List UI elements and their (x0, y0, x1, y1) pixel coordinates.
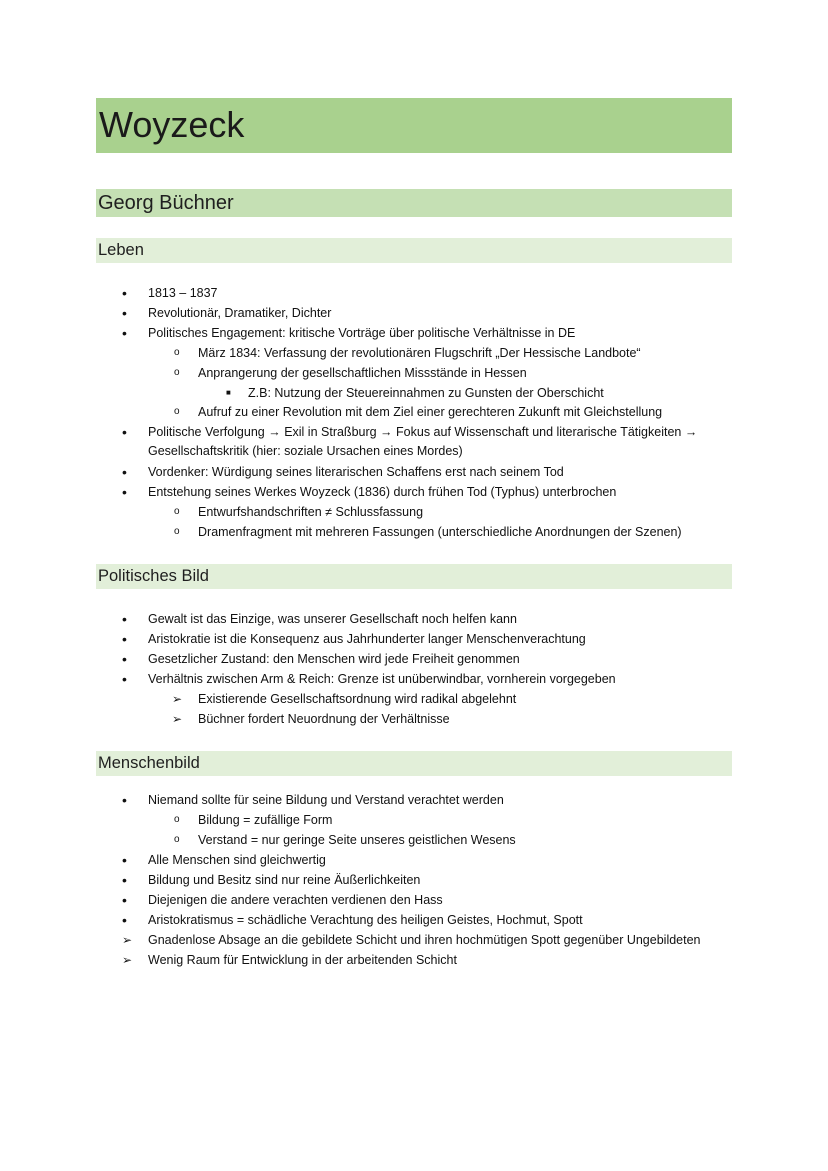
bullet-dot-icon: • (122, 912, 127, 928)
bullet-arrow-icon: ➢ (172, 712, 183, 726)
author-heading: Georg Büchner (98, 192, 234, 214)
bullet-arrow-icon: ➢ (172, 692, 183, 706)
list-item: Revolutionär, Dramatiker, Dichter (148, 306, 332, 320)
bullet-dot-icon: • (122, 484, 127, 500)
bullet-circle-icon: o (174, 506, 180, 517)
bullet-dot-icon: • (122, 285, 127, 301)
list-item: Wenig Raum für Entwicklung in der arbeitenden Schicht (148, 953, 457, 967)
bullet-circle-icon: o (174, 526, 180, 537)
bullet-arrow-icon: ➢ (122, 933, 133, 947)
document-title: Woyzeck (99, 104, 245, 145)
bullet-dot-icon: • (122, 631, 127, 647)
list-item: Politische Verfolgung → Exil in Straßburg → Fokus auf Wissenschaft und literarische Tätigkeiten → (148, 425, 698, 439)
list-item: Bildung = zufällige Form (198, 813, 333, 827)
list-item: Bildung und Besitz sind nur reine Äußerlichkeiten (148, 873, 421, 887)
list-item: Gnadenlose Absage an die gebildete Schicht und ihren hochmütigen Spott gegenüber Ungebildeten (148, 933, 701, 947)
list-item: Diejenigen die andere verachten verdienen den Hass (148, 893, 443, 907)
section-heading-leben (96, 238, 732, 263)
document-title-bar (96, 98, 732, 153)
list-item: Dramenfragment mit mehreren Fassungen (unterschiedliche Anordnungen der Szenen) (198, 525, 682, 539)
list-item: Verstand = nur geringe Seite unseres geistlichen Wesens (198, 833, 516, 847)
list-item: Z.B: Nutzung der Steuereinnahmen zu Gunsten der Oberschicht (248, 386, 604, 400)
list-item: Aufruf zu einer Revolution mit dem Ziel einer gerechteren Zukunft mit Gleichstellung (198, 405, 663, 419)
bullet-circle-icon: o (174, 347, 180, 358)
bullet-dot-icon: • (122, 651, 127, 667)
bullet-dot-icon: • (122, 892, 127, 908)
author-heading-bar (96, 189, 732, 217)
bullet-circle-icon: o (174, 406, 180, 417)
list-item-continuation: Gesellschaftskritik (hier: soziale Ursachen eines Mordes) (148, 444, 463, 458)
list-item: Existierende Gesellschaftsordnung wird radikal abgelehnt (198, 692, 517, 706)
section-title: Leben (98, 241, 144, 259)
list-item: Verhältnis zwischen Arm & Reich: Grenze ist unüberwindbar, vornherein vorgegeben (148, 672, 616, 686)
bullet-dot-icon: • (122, 872, 127, 888)
list-item: Niemand sollte für seine Bildung und Verstand verachtet werden (148, 793, 504, 807)
bullet-dot-icon: • (122, 424, 127, 440)
bullet-dot-icon: • (122, 611, 127, 627)
bullet-dot-icon: • (122, 671, 127, 687)
list-item: Politisches Engagement: kritische Vorträge über politische Verhältnisse in DE (148, 326, 576, 340)
bullet-dot-icon: • (122, 792, 127, 808)
list-item: März 1834: Verfassung der revolutionären Flugschrift „Der Hessische Landbote“ (198, 346, 641, 360)
section-heading-menschenbild (96, 751, 732, 776)
list-item: Alle Menschen sind gleichwertig (148, 853, 326, 867)
bullet-dot-icon: • (122, 852, 127, 868)
section-title: Politisches Bild (98, 567, 209, 585)
bullet-circle-icon: o (174, 814, 180, 825)
section-title: Menschenbild (98, 754, 200, 772)
bullet-dot-icon: • (122, 305, 127, 321)
list-item: Büchner fordert Neuordnung der Verhältnisse (198, 712, 450, 726)
bullet-square-icon: ■ (226, 388, 231, 397)
list-item: Vordenker: Würdigung seines literarischen Schaffens erst nach seinem Tod (148, 465, 564, 479)
list-item: Aristokratismus = schädliche Verachtung des heiligen Geistes, Hochmut, Spott (148, 913, 583, 927)
bullet-arrow-icon: ➢ (122, 953, 133, 967)
bullet-circle-icon: o (174, 367, 180, 378)
list-item: Gewalt ist das Einzige, was unserer Gesellschaft noch helfen kann (148, 612, 517, 626)
bullet-dot-icon: • (122, 325, 127, 341)
list-item: Entwurfshandschriften ≠ Schlussfassung (198, 505, 424, 519)
list-item: Anprangerung der gesellschaftlichen Missstände in Hessen (198, 366, 527, 380)
list-item: Gesetzlicher Zustand: den Menschen wird jede Freiheit genommen (148, 652, 520, 666)
list-item: Entstehung seines Werkes Woyzeck (1836) durch frühen Tod (Typhus) unterbrochen (148, 485, 617, 499)
section-heading-politisches-bild (96, 564, 732, 589)
list-item: Aristokratie ist die Konsequenz aus Jahrhunderter langer Menschenverachtung (148, 632, 586, 646)
list-item: 1813 – 1837 (148, 286, 218, 300)
bullet-circle-icon: o (174, 834, 180, 845)
bullet-dot-icon: • (122, 464, 127, 480)
